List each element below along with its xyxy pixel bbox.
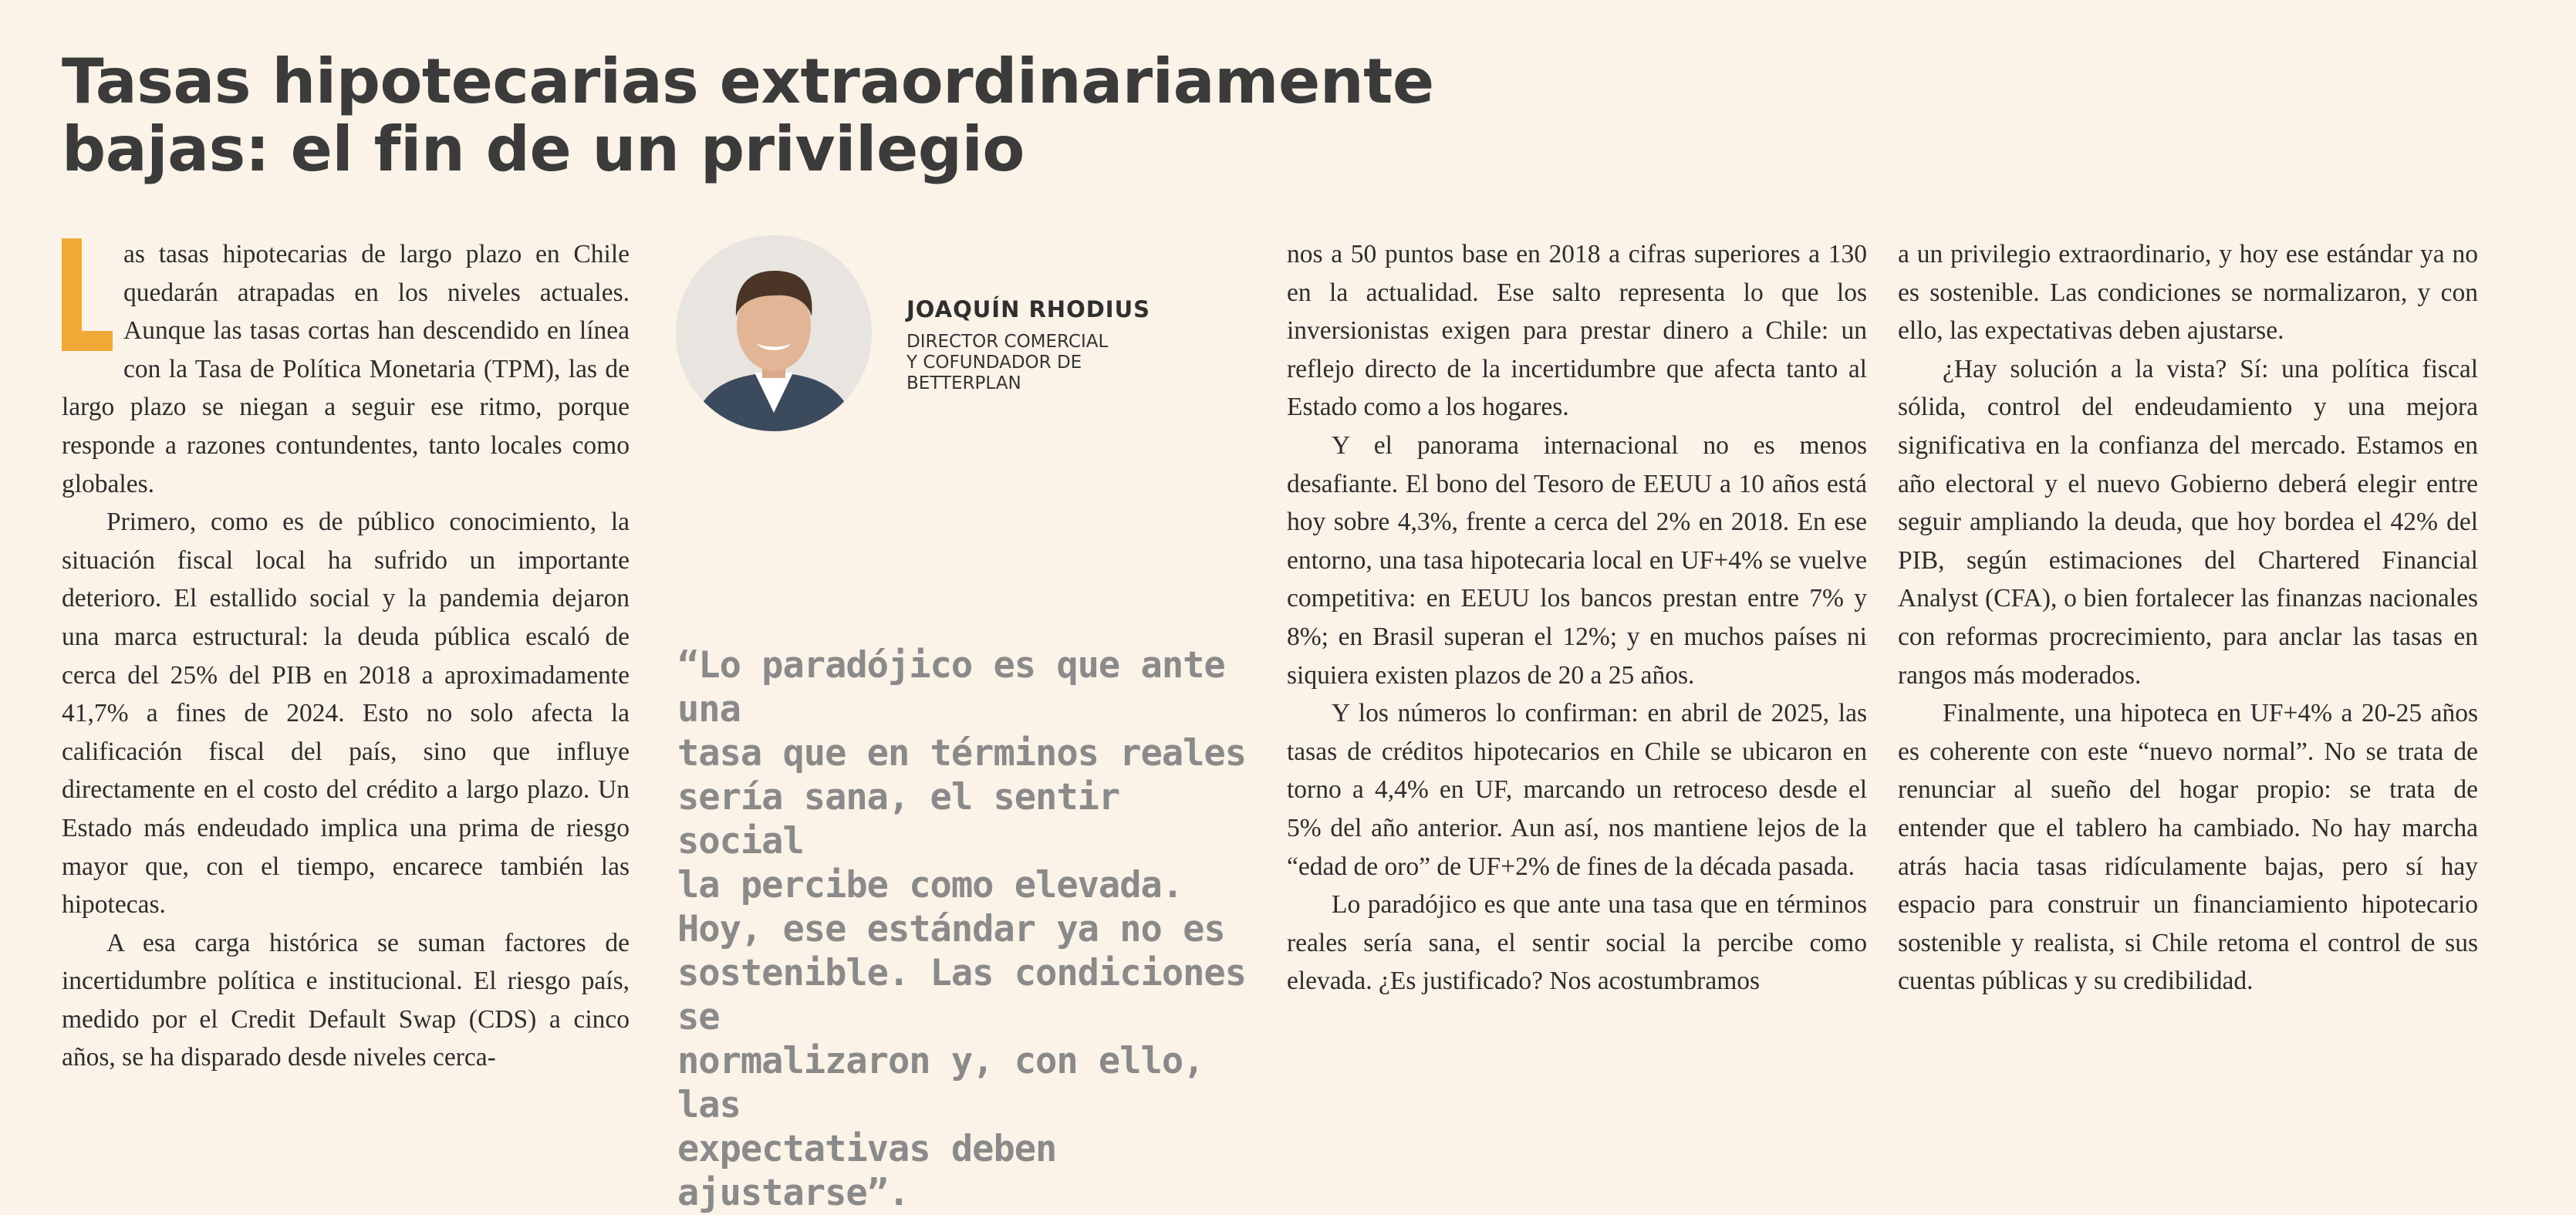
article-column-3 [1287, 235, 1867, 1001]
paragraph-3: A esa carga histórica se suman factores de incertidumbre política e institucional. El riesgo país, medido por el Credit Default Swap (CDS) a cinco años, se ha disparado desde niveles cerca- [62, 928, 630, 1072]
article-column-4 [1898, 235, 2478, 1001]
paragraph-7: Lo paradójico es que ante una tasa que en términos reales sería sana, el sentir social la percibe como elevada. ¿Es justificado? Nos acostumbramos [1287, 890, 1867, 996]
paragraph-1: as tasas hipotecarias de largo plazo en Chile quedarán atrapadas en los niveles actuales. Aunque las tasas cortas han descendido en línea con la Tasa de Política Monetaria (TPM), las de largo plazo se niegan a seguir ese ritmo, porque responde a razones contundentes, tanto locales como globales. [62, 240, 630, 498]
paragraph-10: Finalmente, una hipoteca en UF+4% a 20-25 años es coherente con este “nuevo normal”. No se trata de renunciar al sueño del hogar propio: se trata de entender que el tablero ha cambiado. No hay marcha atrás hacia tasas ridículamente bajas, pero sí hay espacio para construir un financiamiento hipotecario sostenible y realista, si Chile retoma el control de sus cuentas públicas y su credibilidad. [1898, 699, 2478, 996]
pull-quote: “Lo paradójico es que ante una tasa que en términos reales sería sana, el sentir social la percibe como elevada. Hoy, ese estándar ya no es sostenible. Las condiciones se normalizaron y, con ello, las expectativas deben ajustarse”. [677, 644, 1247, 1214]
paragraph-6: Y los números lo confirman: en abril de 2025, las tasas de créditos hipotecarios en Chile se ubicaron en torno a 4,4% en UF, marcando un retroceso desde el 5% del año anterior. Aun así, nos mantiene lejos de la “edad de oro” de UF+2% de fines de la década pasada. [1287, 699, 1867, 881]
paragraph-5: Y el panorama internacional no es menos desafiante. El bono del Tesoro de EEUU a 10 años está hoy sobre 4,3%, frente a cerca del 2% en 2018. En ese entorno, una tasa hipotecaria local en UF+4% se vuelve competitiva: en EEUU los bancos prestan entre 7% y 8%; en Brasil superan el 12%; y en muchos países ni siquiera existen plazos de 20 a 25 años. [1287, 430, 1867, 690]
paragraph-9: ¿Hay solución a la vista? Sí: una política fiscal sólida, control del endeudamiento y una mejora significativa en la confianza del mercado. Estamos en año electoral y el nuevo Gobierno deberá elegir entre seguir ampliando la deuda, que hoy bordea el 42% del PIB, según estimaciones del Chartered Financial Analyst (CFA), o bien fortalecer las finanzas nacionales con reformas procrecimiento, para anclar las tasas en rangos más moderados. [1898, 354, 2478, 690]
paragraph-2: Primero, como es de público conocimiento, la situación fiscal local ha sufrido un importante deterioro. El estallido social y la pandemia dejaron una marca estructural: la deuda pública escaló de cerca del 25% del PIB en 2018 a aproximadamente 41,7% a fines de 2024. Esto no solo afecta la calificación fiscal del país, sino que influye directamente en el costo del crédito a largo plazo. Un Estado más endeudado implica una prima de riesgo mayor que, con el tiempo, encarece también las hipotecas. [62, 508, 630, 920]
article-column-1 [62, 235, 630, 1077]
paragraph-8: a un privilegio extraordinario, y hoy ese estándar ya no es sostenible. Las condiciones se normalizaron, y con ello, las expectativas deben ajustarse. [1898, 240, 2478, 346]
paragraph-4: nos a 50 puntos base en 2018 a cifras superiores a 130 en la actualidad. Ese salto representa lo que los inversionistas exigen para prestar dinero a Chile: un reflejo directo de la incertidumbre que afecta tanto al Estado como a los hogares. [1287, 240, 1867, 422]
author-role: DIRECTOR COMERCIAL Y COFUNDADOR DE BETTERPLAN [906, 332, 1109, 393]
author-photo [676, 235, 872, 431]
article-title: Tasas hipotecarias extraordinariamente bajas: el fin de un privilegio [62, 46, 1434, 185]
author-name: JOAQUÍN RHODIUS [906, 296, 1151, 322]
dropcap-l [62, 238, 113, 351]
